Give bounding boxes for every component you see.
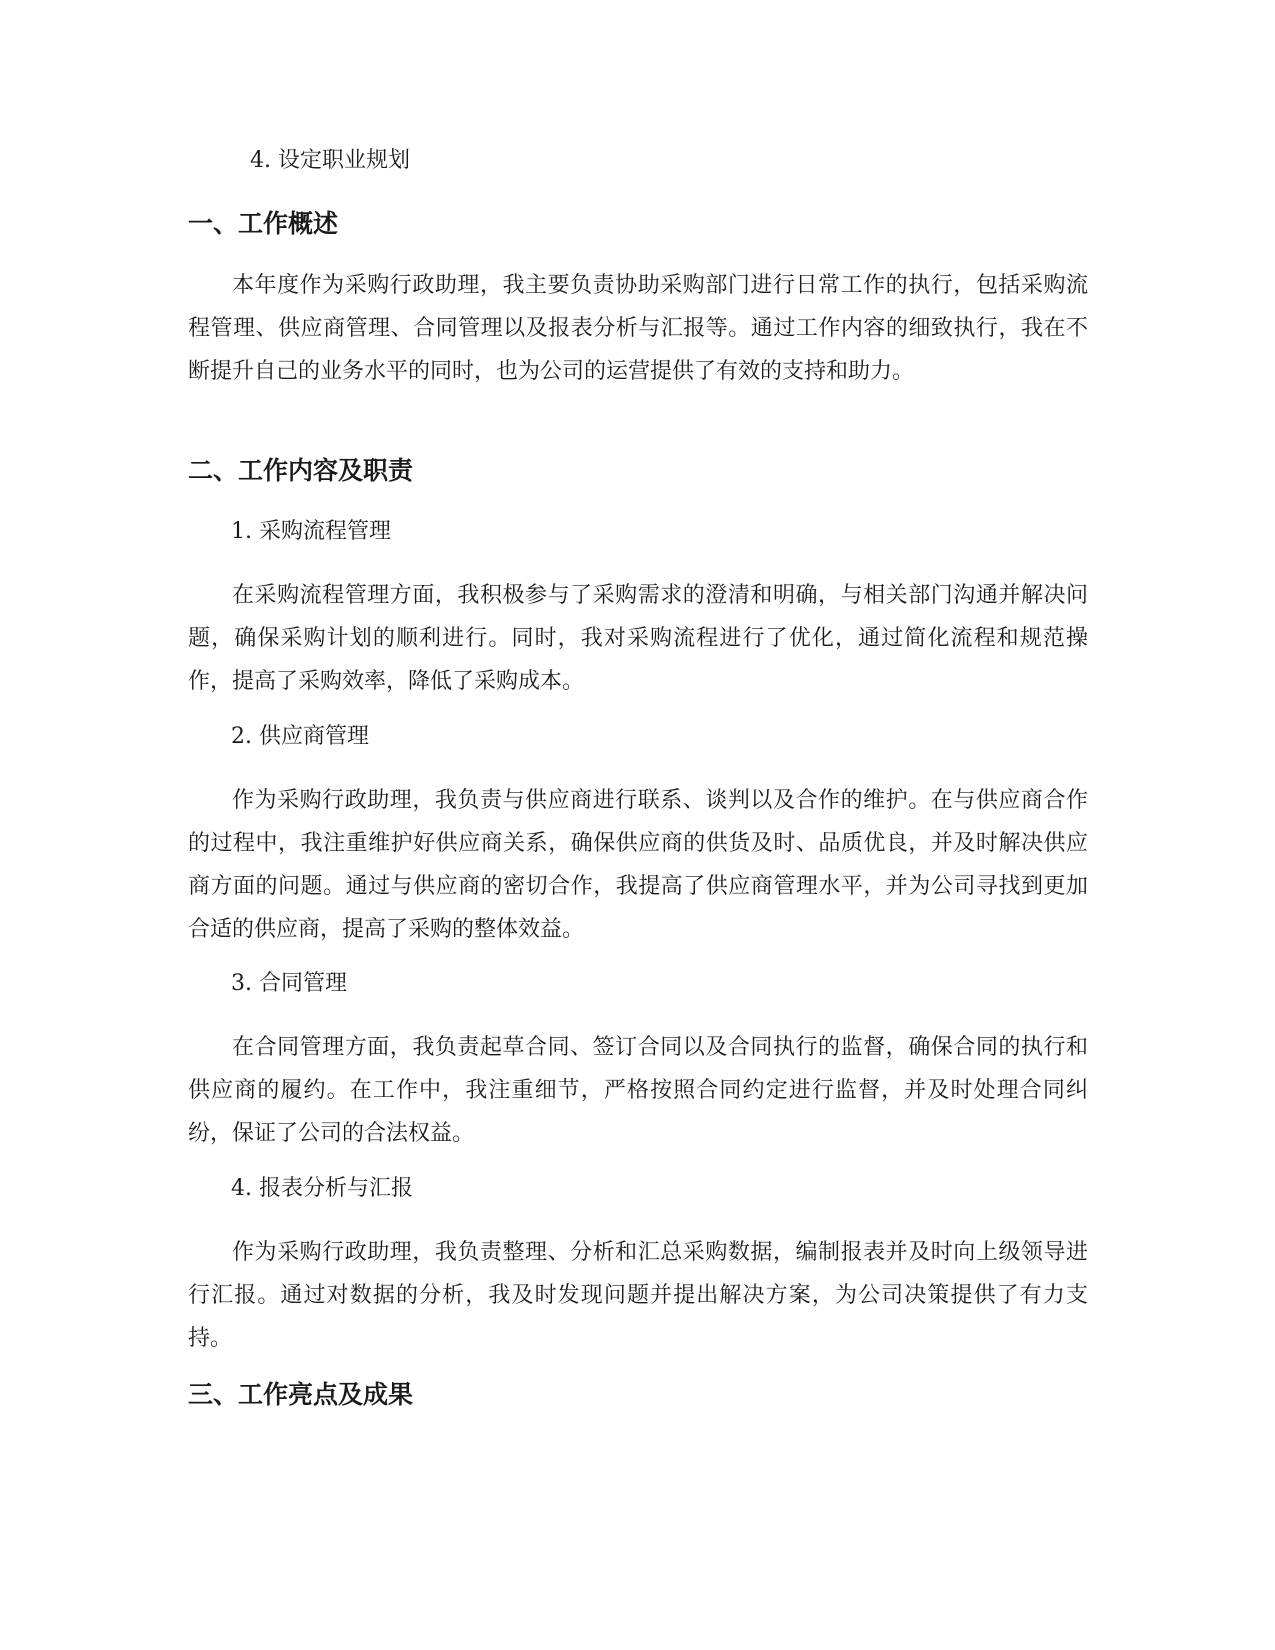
subheading-procurement-process: 1. 采购流程管理 xyxy=(231,519,391,544)
report-analysis-paragraph: 作为采购行政助理，我负责整理、分析和汇总采购数据，编制报表并及时向上级领导进行汇报。通过对数据的分析，我及时发现问题并提出解决方案，为公司决策提供了有力支持。 xyxy=(188,1240,1088,1351)
contract-management-paragraph: 在合同管理方面，我负责起草合同、签订合同以及合同执行的监督，确保合同的执行和供应商的履约。在工作中，我注重细节，严格按照合同约定进行监督，并及时处理合同纠纷，保证了公司的合法权益。 xyxy=(188,1035,1088,1146)
section-heading-highlights: 三、工作亮点及成果 xyxy=(188,1380,414,1409)
overview-paragraph: 本年度作为采购行政助理，我主要负责协助采购部门进行日常工作的执行，包括采购流程管理、供应商管理、合同管理以及报表分析与汇报等。通过工作内容的细致执行，我在不断提升自己的业务水平的同时，也为公司的运营提供了有效的支持和助力。 xyxy=(188,273,1088,384)
section-heading-duties: 二、工作内容及职责 xyxy=(188,456,414,485)
section-heading-overview: 一、工作概述 xyxy=(188,209,339,238)
subheading-report-analysis: 4. 报表分析与汇报 xyxy=(231,1176,413,1201)
subheading-supplier-management: 2. 供应商管理 xyxy=(231,724,369,749)
subheading-contract-management: 3. 合同管理 xyxy=(231,971,347,996)
procurement-process-paragraph: 在采购流程管理方面，我积极参与了采购需求的澄清和明确，与相关部门沟通并解决问题，确保采购计划的顺利进行。同时，我对采购流程进行了优化，通过简化流程和规范操作，提高了采购效率，降低了采购成本。 xyxy=(188,583,1088,694)
supplier-management-paragraph: 作为采购行政助理，我负责与供应商进行联系、谈判以及合作的维护。在与供应商合作的过程中，我注重维护好供应商关系，确保供应商的供货及时、品质优良，并及时解决供应商方面的问题。通过与供应商的密切合作，我提高了供应商管理水平，并为公司寻找到更加合适的供应商，提高了采购的整体效益。 xyxy=(188,788,1088,942)
career-plan-item: 4. 设定职业规划 xyxy=(250,148,410,173)
